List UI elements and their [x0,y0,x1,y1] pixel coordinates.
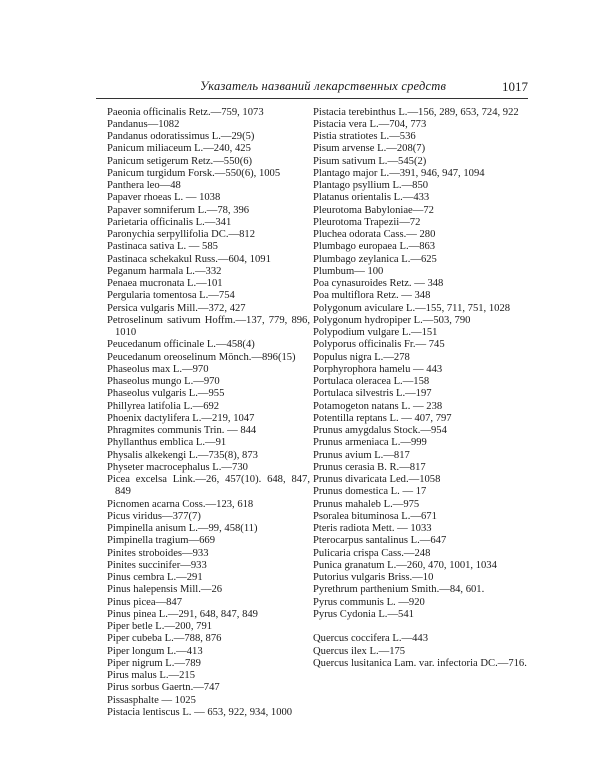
index-entry: Pisum arvense L.—208(7) [313,143,426,155]
index-entry: Pastinaca schekakul Russ.—604, 1091 [107,253,271,265]
index-entry: Pistacia terebinthus L.—156, 289, 653, 724, 922 [313,106,519,118]
index-entry: Punica granatum L.—260, 470, 1001, 1034 [313,559,497,571]
index-entry: Pterocarpus santalinus L.—647 [313,535,447,547]
index-entry: Pleurotoma Babyloniae—72 [313,204,434,216]
index-entry: Platanus orientalis L.—433 [313,192,430,204]
index-entry: Poa cynasuroides Retz. — 348 [313,278,444,289]
index-entry: Phoenix dactylifera L.—219, 1047 [107,412,255,424]
index-entry: Piper betle L.—200, 791 [107,621,213,632]
index-entry: Prunus domestica L. — 17 [313,486,427,498]
index-entry: Pastinaca sativa L. — 585 [107,241,218,253]
index-entry: Paronychia serpyllifolia DC.—812 [107,229,255,240]
index-entry: Phyllanthus emblica L.—91 [107,437,227,449]
index-entry: Pyrus Cydonia L.—541 [313,608,414,620]
index-entry: Picnomen acarna Coss.—123, 618 [107,498,254,510]
index-entry: Pergularia tomentosa L.—754 [107,290,235,302]
index-entry: Petroselinum sativum Hoffm.—137, 779, 896, 1010 [107,314,310,338]
index-entry: Plumbago europaea L.—863 [313,241,436,253]
index-entry: Polygonum aviculare L.—155, 711, 751, 1028 [313,302,511,314]
index-entry: Pistacia lentiscus L. — 653, 922, 934, 1000 [107,706,293,718]
index-column-left [107,107,310,720]
index-entry: Panicum setigerum Retz.—550(6) [107,155,253,167]
index-entry: Phillyrea latifolia L.—692 [107,400,220,412]
index-entry: Pimpinella tragium—669 [107,535,215,547]
index-entry: Plumbum— 100 [313,265,384,277]
index-entry: Pinus picea—847 [107,596,183,608]
header-rule [96,98,528,99]
index-entry: Pandanus odoratissimus L.—29(5) [107,131,255,142]
index-entry: Plumbago zeylanica L.—625 [313,253,437,265]
index-entry: Prunus avium L.—817 [313,449,410,461]
index-entry: Pissasphalte — 1025 [107,694,196,706]
index-entry: Portulaca silvestris L.—197 [313,388,432,400]
index-entry: Potamogeton natans L. — 238 [313,400,443,412]
index-entry: Papaver rhoeas L. — 1038 [107,192,221,204]
index-entry: Pandanus—1082 [107,118,180,130]
index-entry: Quercus coccifera L.—443 [313,633,429,645]
index-entry: Populus nigra L.—278 [313,351,410,363]
index-entry: Pinites stroboides—933 [107,547,209,559]
index-entry: Persica vulgaris Mill.—372, 427 [107,302,246,314]
index-entry: Panicum turgidum Forsk.—550(6), 1005 [107,167,281,179]
index-entry: Pistacia vera L.—704, 773 [313,118,427,130]
index-entry: Pluchea odorata Cass.— 280 [313,229,436,240]
index-entry: Potentilla reptans L. — 407, 797 [313,412,452,424]
index-entry: Penaea mucronata L.—101 [107,278,223,289]
index-entry: Peucedanum oreoselinum Mönch.—896(15) [107,351,296,363]
index-entry: Piper nigrum L.—789 [107,657,201,669]
index-entry: Quercus ilex L.—175 [313,645,406,657]
index-entry: Pinus cembra L.—291 [107,572,203,583]
index-entry: Portulaca oleracea L.—158 [313,376,430,387]
index-entry: Physalis alkekengi L.—735(8), 873 [107,449,258,461]
index-entry: Peucedanum officinale L.—458(4) [107,339,255,351]
index-entry: Porphyrophora hamelu — 443 [313,363,443,375]
index-entry: Plantago major L.—391, 946, 947, 1094 [313,167,485,179]
index-entry: Pinus pinea L.—291, 648, 847, 849 [107,608,258,620]
index-entry: Phaseolus vulgaris L.—955 [107,388,225,400]
index-entry: Phragmites communis Trin. — 844 [107,425,257,436]
index-entry: Polypodium vulgare L.—151 [313,327,438,338]
index-entry: Pleurotoma Trapezii—72 [313,216,421,228]
index-entry: Pinus halepensis Mill.—26 [107,584,223,596]
index-entry: Papaver somniferum L.—78, 396 [107,204,250,216]
index-entry: Pulicaria crispa Cass.—248 [313,547,431,559]
index-entry: Pistia stratiotes L.—536 [313,131,416,142]
index-entry: Pyrethrum parthenium Smith.—84, 601. [313,584,485,596]
index-column-right [313,107,531,671]
index-entry: Plantago psyllium L.—850 [313,180,429,191]
index-entry: Prunus armeniaca L.—999 [313,437,427,449]
index-entry: Piper cubeba L.—788, 876 [107,633,222,645]
index-entry: Pinites succinifer—933 [107,559,207,571]
index-entry: Pirus malus L.—215 [107,670,195,681]
index-entry: Quercus lusitanica Lam. var. infectoria DC.—716. [313,657,527,669]
index-entry: Phaseolus max L.—970 [107,363,209,375]
index-entry: Physeter macrocephalus L.—730 [107,461,248,473]
index-entry: Pimpinella anisum L.—99, 458(11) [107,523,258,534]
index-entry: Prunus cerasia B. R.—817 [313,461,426,473]
index-entry: Panthera leo—48 [107,180,181,191]
index-entry: Polyporus officinalis Fr.— 745 [313,339,445,351]
index-entry: Pisum sativum L.—545(2) [313,155,427,167]
index-entry: Phaseolus mungo L.—970 [107,376,220,387]
index-entry: Picea excelsa Link.—26, 457(10). 648, 847, 849 [107,474,310,498]
index-entry: Paeonia officinalis Retz.—759, 1073 [107,106,264,118]
index-entry: Peganum harmala L.—332 [107,265,222,277]
index-entry: Panicum miliaceum L.—240, 425 [107,143,251,155]
running-header [96,79,528,99]
index-entry: Putorius vulgaris Briss.—10 [313,572,434,583]
index-entry: Picus viridus—377(7) [107,510,201,522]
index-entry: Prunus divaricata Led.—1058 [313,474,441,485]
index-entry: Prunus mahaleb L.—975 [313,498,420,510]
index-entry: Poa multiflora Retz. — 348 [313,290,431,302]
index-entry: Pirus sorbus Gaertn.—747 [107,682,220,694]
index-entry: Pyrus communis L. —920 [313,596,425,608]
index-entry: Psoralea bituminosa L.—671 [313,510,437,522]
running-header-title: Указатель названий лекарственных средств [200,79,447,93]
index-entry: Polygonum hydropiper L.—503, 790 [313,314,471,326]
index-entry: Parietaria officinalis L.—341 [107,216,232,228]
page-number: 1017 [502,79,528,94]
index-entry: Prunus amygdalus Stock.—954 [313,425,447,436]
index-entry: Piper longum L.—413 [107,645,203,657]
index-entry: Pteris radiota Mett. — 1033 [313,523,432,534]
